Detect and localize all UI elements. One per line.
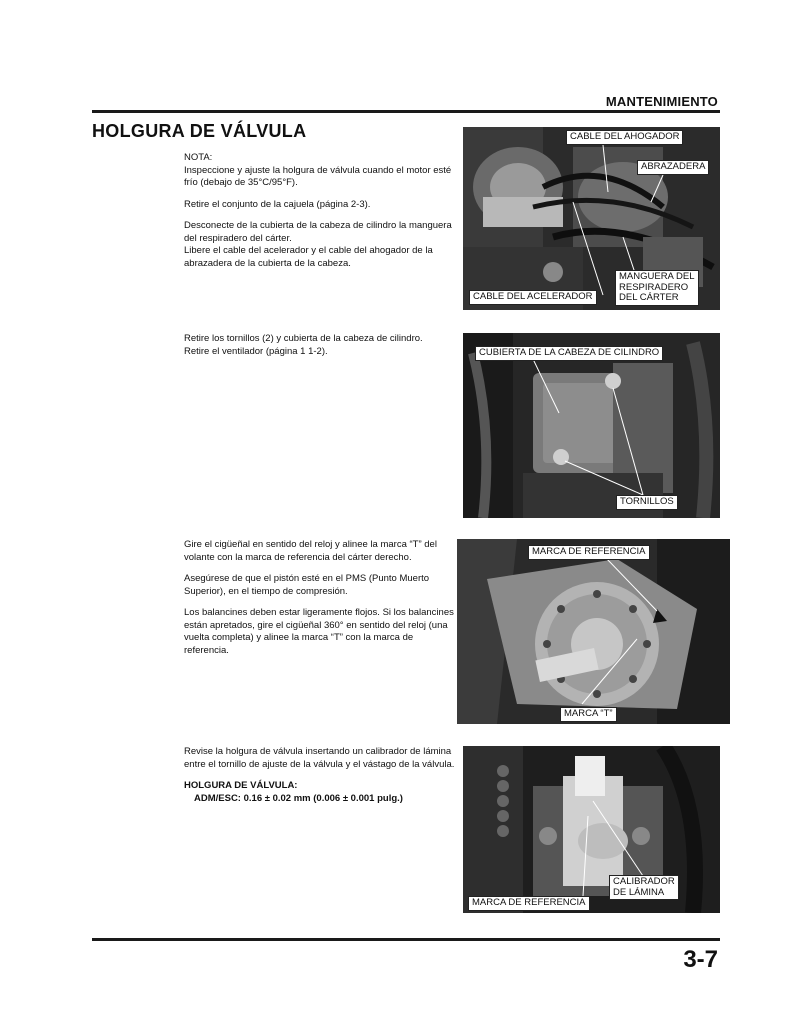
callout-choke-cable: CABLE DEL AHOGADOR	[566, 130, 683, 145]
callout-head-cover: CUBIERTA DE LA CABEZA DE CILINDRO	[475, 346, 663, 361]
step4-text	[184, 746, 456, 814]
note-text: Inspeccione y ajuste la holgura de válvula cuando el motor esté frío (debajo de 35°C/95°F).	[184, 164, 452, 188]
callout-reference-mark-2: MARCA DE REFERENCIA	[468, 896, 590, 911]
step3-paragraph-3: Los balancines deben estar ligeramente flojos. Si los balancines están apretados, gire el cigüeñal 360° en sentido del reloj (una vuelta completa) y alinee la marca “T” con la marca de referencia.	[184, 607, 454, 656]
step1-paragraph-4: Libere el cable del acelerador y el cable del ahogador de la abrazadera de la cubierta de la cabeza.	[184, 245, 433, 269]
callout-breather-hose: MANGUERA DEL RESPIRADERO DEL CÁRTER	[615, 270, 699, 306]
note-label: NOTA:	[184, 152, 213, 163]
step1-paragraph-2: Retire el conjunto de la cajuela (página 2-3).	[184, 198, 371, 210]
step2-text	[184, 333, 456, 367]
photo-flywheel-t-mark	[457, 539, 730, 724]
step1-text	[184, 152, 456, 279]
photo-feeler-gauge	[463, 746, 720, 913]
callout-feeler-gauge: CALIBRADOR DE LÁMINA	[609, 875, 679, 900]
spec-value: ADM/ESC: 0.16 ± 0.02 mm (0.006 ± 0.001 pulg.)	[194, 792, 403, 804]
photo-cylinder-head-cover	[463, 333, 720, 518]
engine-photo-3	[457, 539, 730, 724]
header-rule	[92, 110, 720, 113]
callout-reference-mark: MARCA DE REFERENCIA	[528, 545, 650, 560]
section-label: MANTENIMIENTO	[605, 94, 718, 109]
photo-breather-hose	[463, 127, 720, 310]
page-title: HOLGURA DE VÁLVULA	[92, 121, 307, 141]
engine-photo-4	[463, 746, 720, 913]
callout-bolts: TORNILLOS	[616, 495, 678, 510]
step1-paragraph-3: Desconecte de la cubierta de la cabeza de cilindro la manguera del respiradero del cárter.	[184, 220, 452, 244]
spec-title: HOLGURA DE VÁLVULA:	[184, 780, 298, 791]
step3-paragraph-2: Asegúrese de que el pistón esté en el PMS (Punto Muerto Superior), en el tiempo de compresión.	[184, 573, 430, 597]
step3-paragraph-1: Gire el cigüeñal en sentido del reloj y alinee la marca “T” del volante con la marca de referencia del cárter derecho.	[184, 539, 437, 563]
step3-text	[184, 539, 456, 666]
callout-throttle-cable: CABLE DEL ACELERADOR	[469, 290, 597, 305]
callout-clamp: ABRAZADERA	[637, 160, 709, 175]
step2-paragraph-1: Retire los tornillos (2) y cubierta de la cabeza de cilindro.	[184, 333, 423, 344]
callout-t-mark: MARCA “T”	[560, 707, 617, 722]
page-number: 3-7	[683, 946, 718, 973]
step2-paragraph-2: Retire el ventilador (página 1 1-2).	[184, 345, 328, 357]
engine-photo-2	[463, 333, 720, 518]
step4-paragraph-1: Revise la holgura de válvula insertando un calibrador de lámina entre el tornillo de ajuste de la válvula y el vástago de la válvula.	[184, 746, 455, 770]
footer-rule	[92, 938, 720, 941]
